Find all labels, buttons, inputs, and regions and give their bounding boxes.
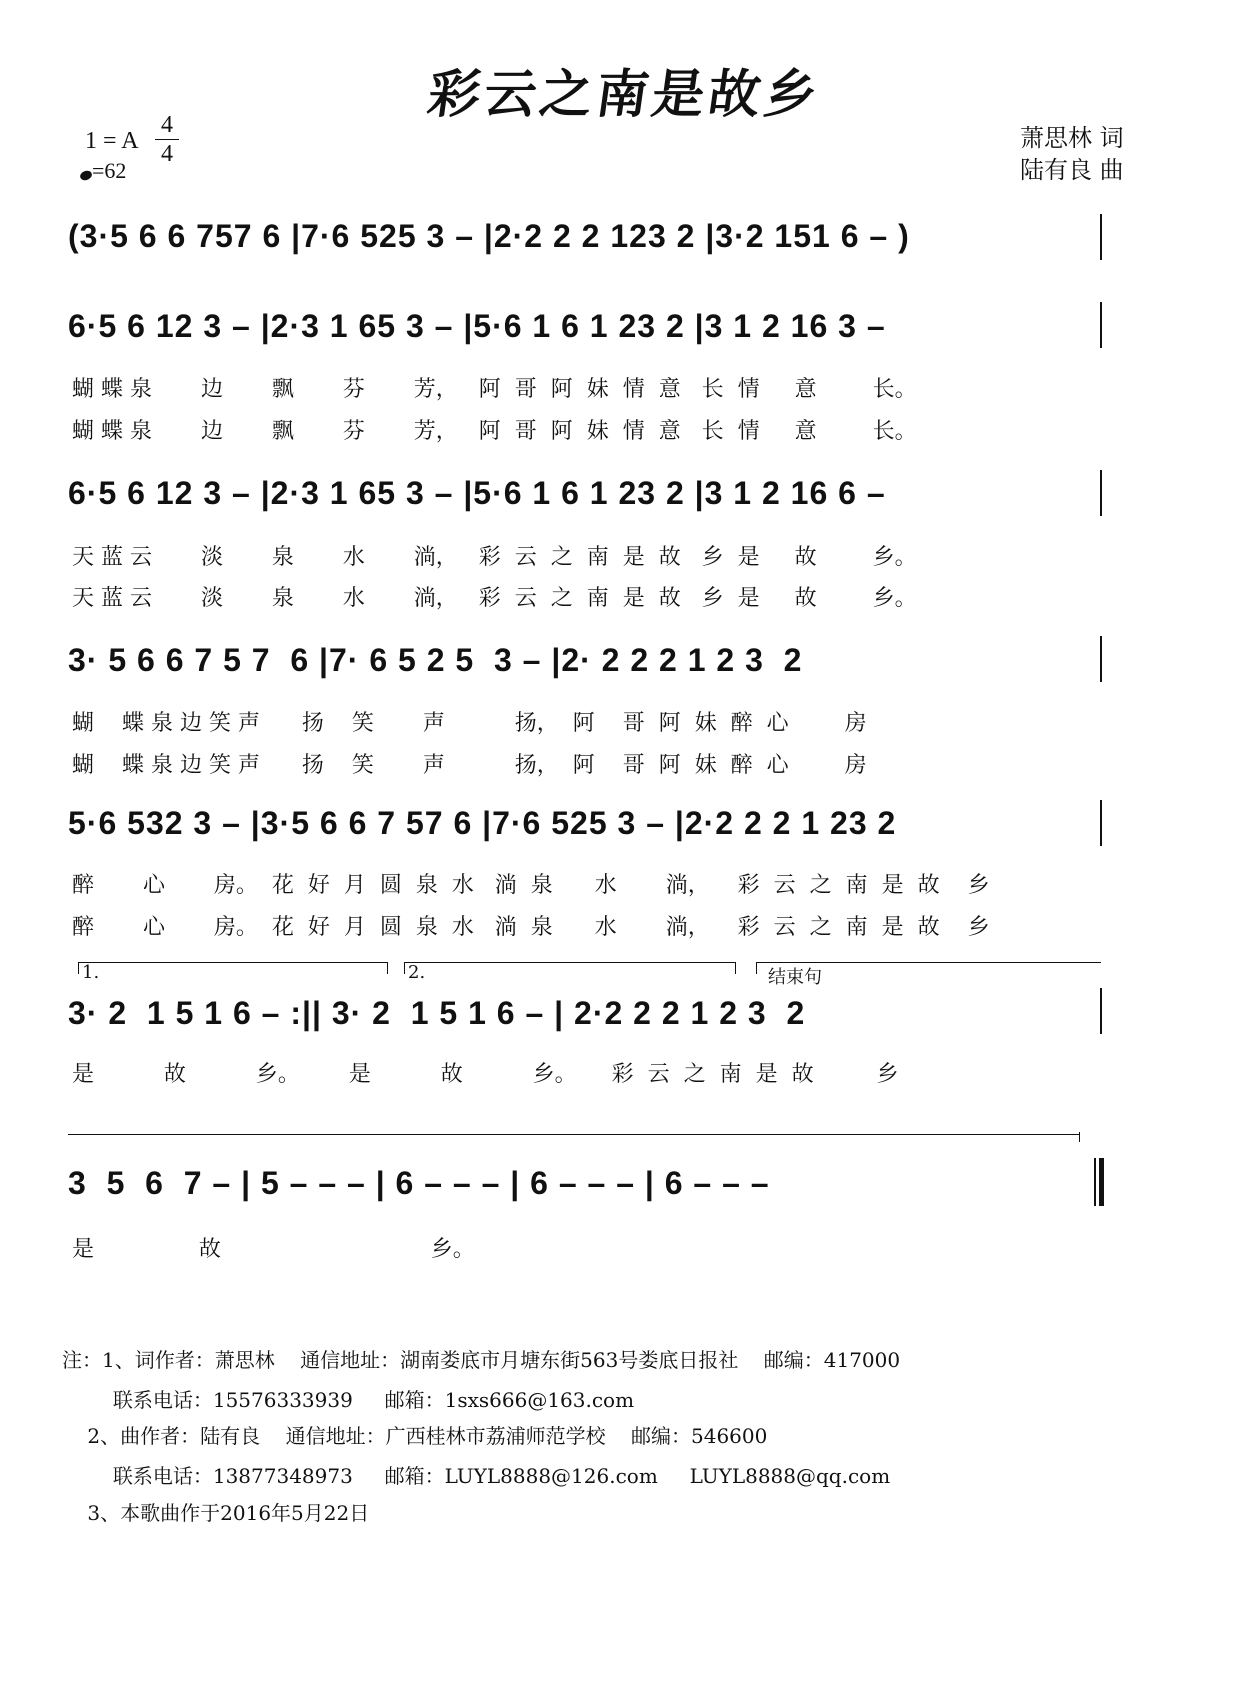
lyric-row-1-verse1: 蝴 蝶 泉 边 飘 芬 芳， 阿 哥 阿 妹 情 意 长 情 意 长。 [72, 377, 917, 402]
tie-line [68, 1134, 1080, 1135]
song-title: 彩云之南是故乡 [423, 64, 825, 125]
coda-edge [756, 962, 757, 974]
barline [1100, 470, 1102, 516]
score-row-4: 5·6 532 3 – |3·5 6 6 7 57 6 |7·6 525 3 – |2·2 2 2 1 23 2 [68, 805, 897, 841]
barline [1100, 302, 1102, 348]
score-row-intro: (3·5 6 6 757 6 |7·6 525 3 – |2·2 2 2 123 2 |3·2 151 6 – ) [68, 218, 910, 254]
volta-edge [387, 962, 388, 974]
volta-edge [404, 962, 405, 974]
lyric-row-3-verse1: 蝴 蝶 泉 边 笑 声 扬 笑 声 扬， 阿 哥 阿 妹 醉 心 房 [72, 711, 867, 736]
barline [1100, 988, 1102, 1034]
note-line-1: 注：1、词作者：萧思林 通信地址：湖南娄底市月塘东街563号娄底日报社 邮编：417000 [62, 1348, 901, 1372]
score-row-2: 6·5 6 12 3 – |2·3 1 65 3 – |5·6 1 6 1 23 2 |3 1 2 16 6 – [68, 475, 886, 511]
barline [1100, 214, 1102, 260]
note-line-4: 联系电话：13877348973 邮箱：LUYL8888@126.com LUYL8888@qq.com [62, 1464, 891, 1488]
key-signature: 1 = A [85, 128, 139, 154]
score-row-5: 3· 2 1 5 1 6 – :|| 3· 2 1 5 1 6 – | 2·2 2 2 1 2 3 2 [68, 995, 806, 1031]
volta-2-label: 2. [408, 962, 426, 983]
meter-top: 4 [161, 112, 173, 138]
volta-1-label: 1. [82, 962, 100, 983]
lyric-row-4-verse2: 醉 心 房。 花 好 月 圆 泉 水 淌 泉 水 淌， 彩 云 之 南 是 故 乡 [72, 915, 990, 940]
lyricist-credit: 萧思林 词 [1020, 124, 1124, 152]
lyric-row-2-verse2: 天 蓝 云 淡 泉 水 淌， 彩 云 之 南 是 故 乡 是 故 乡。 [72, 586, 917, 611]
tempo-value: =62 [92, 158, 127, 183]
volta-bracket-2 [404, 962, 736, 963]
lyric-row-1-verse2: 蝴 蝶 泉 边 飘 芬 芳， 阿 哥 阿 妹 情 意 长 情 意 长。 [72, 419, 917, 444]
note-line-5: 3、本歌曲作于2016年5月22日 [62, 1501, 370, 1525]
lyric-row-6: 是 故 乡。 [72, 1237, 475, 1262]
lyric-row-4-verse1: 醉 心 房。 花 好 月 圆 泉 水 淌 泉 水 淌， 彩 云 之 南 是 故 乡 [72, 873, 990, 898]
score-row-1: 6·5 6 12 3 – |2·3 1 65 3 – |5·6 1 6 1 23 2 |3 1 2 16 3 – [68, 308, 886, 344]
meter-bottom: 4 [161, 141, 173, 167]
score-row-3: 3· 5 6 6 7 5 7 6 |7· 6 5 2 5 3 – |2· 2 2 2 1 2 3 2 [68, 642, 803, 678]
volta-edge [78, 962, 79, 974]
final-barline-thin [1094, 1158, 1096, 1206]
lyric-row-2-verse1: 天 蓝 云 淡 泉 水 淌， 彩 云 之 南 是 故 乡 是 故 乡。 [72, 545, 917, 570]
barline [1100, 800, 1102, 846]
tie-edge [1079, 1132, 1080, 1142]
coda-label: 结束句 [768, 967, 822, 988]
composer-credit: 陆有良 曲 [1020, 156, 1124, 184]
lyric-row-3-verse2: 蝴 蝶 泉 边 笑 声 扬 笑 声 扬， 阿 哥 阿 妹 醉 心 房 [72, 753, 867, 778]
volta-edge [735, 962, 736, 974]
score-row-6: 3 5 6 7 – | 5 – – – | 6 – – – | 6 – – – | 6 – – – [68, 1165, 770, 1201]
volta-bracket-1 [78, 962, 388, 963]
final-barline-thick [1099, 1158, 1104, 1206]
time-signature [155, 112, 179, 167]
tempo-marking [80, 158, 126, 184]
note-line-2: 联系电话：15576333939 邮箱：1sxs666@163.com [62, 1388, 635, 1412]
lyric-row-5: 是 故 乡。 是 故 乡。 彩 云 之 南 是 故 乡 [72, 1062, 899, 1087]
note-line-3: 2、曲作者：陆有良 通信地址：广西桂林市荔浦师范学校 邮编：546600 [62, 1424, 768, 1448]
barline [1100, 636, 1102, 682]
